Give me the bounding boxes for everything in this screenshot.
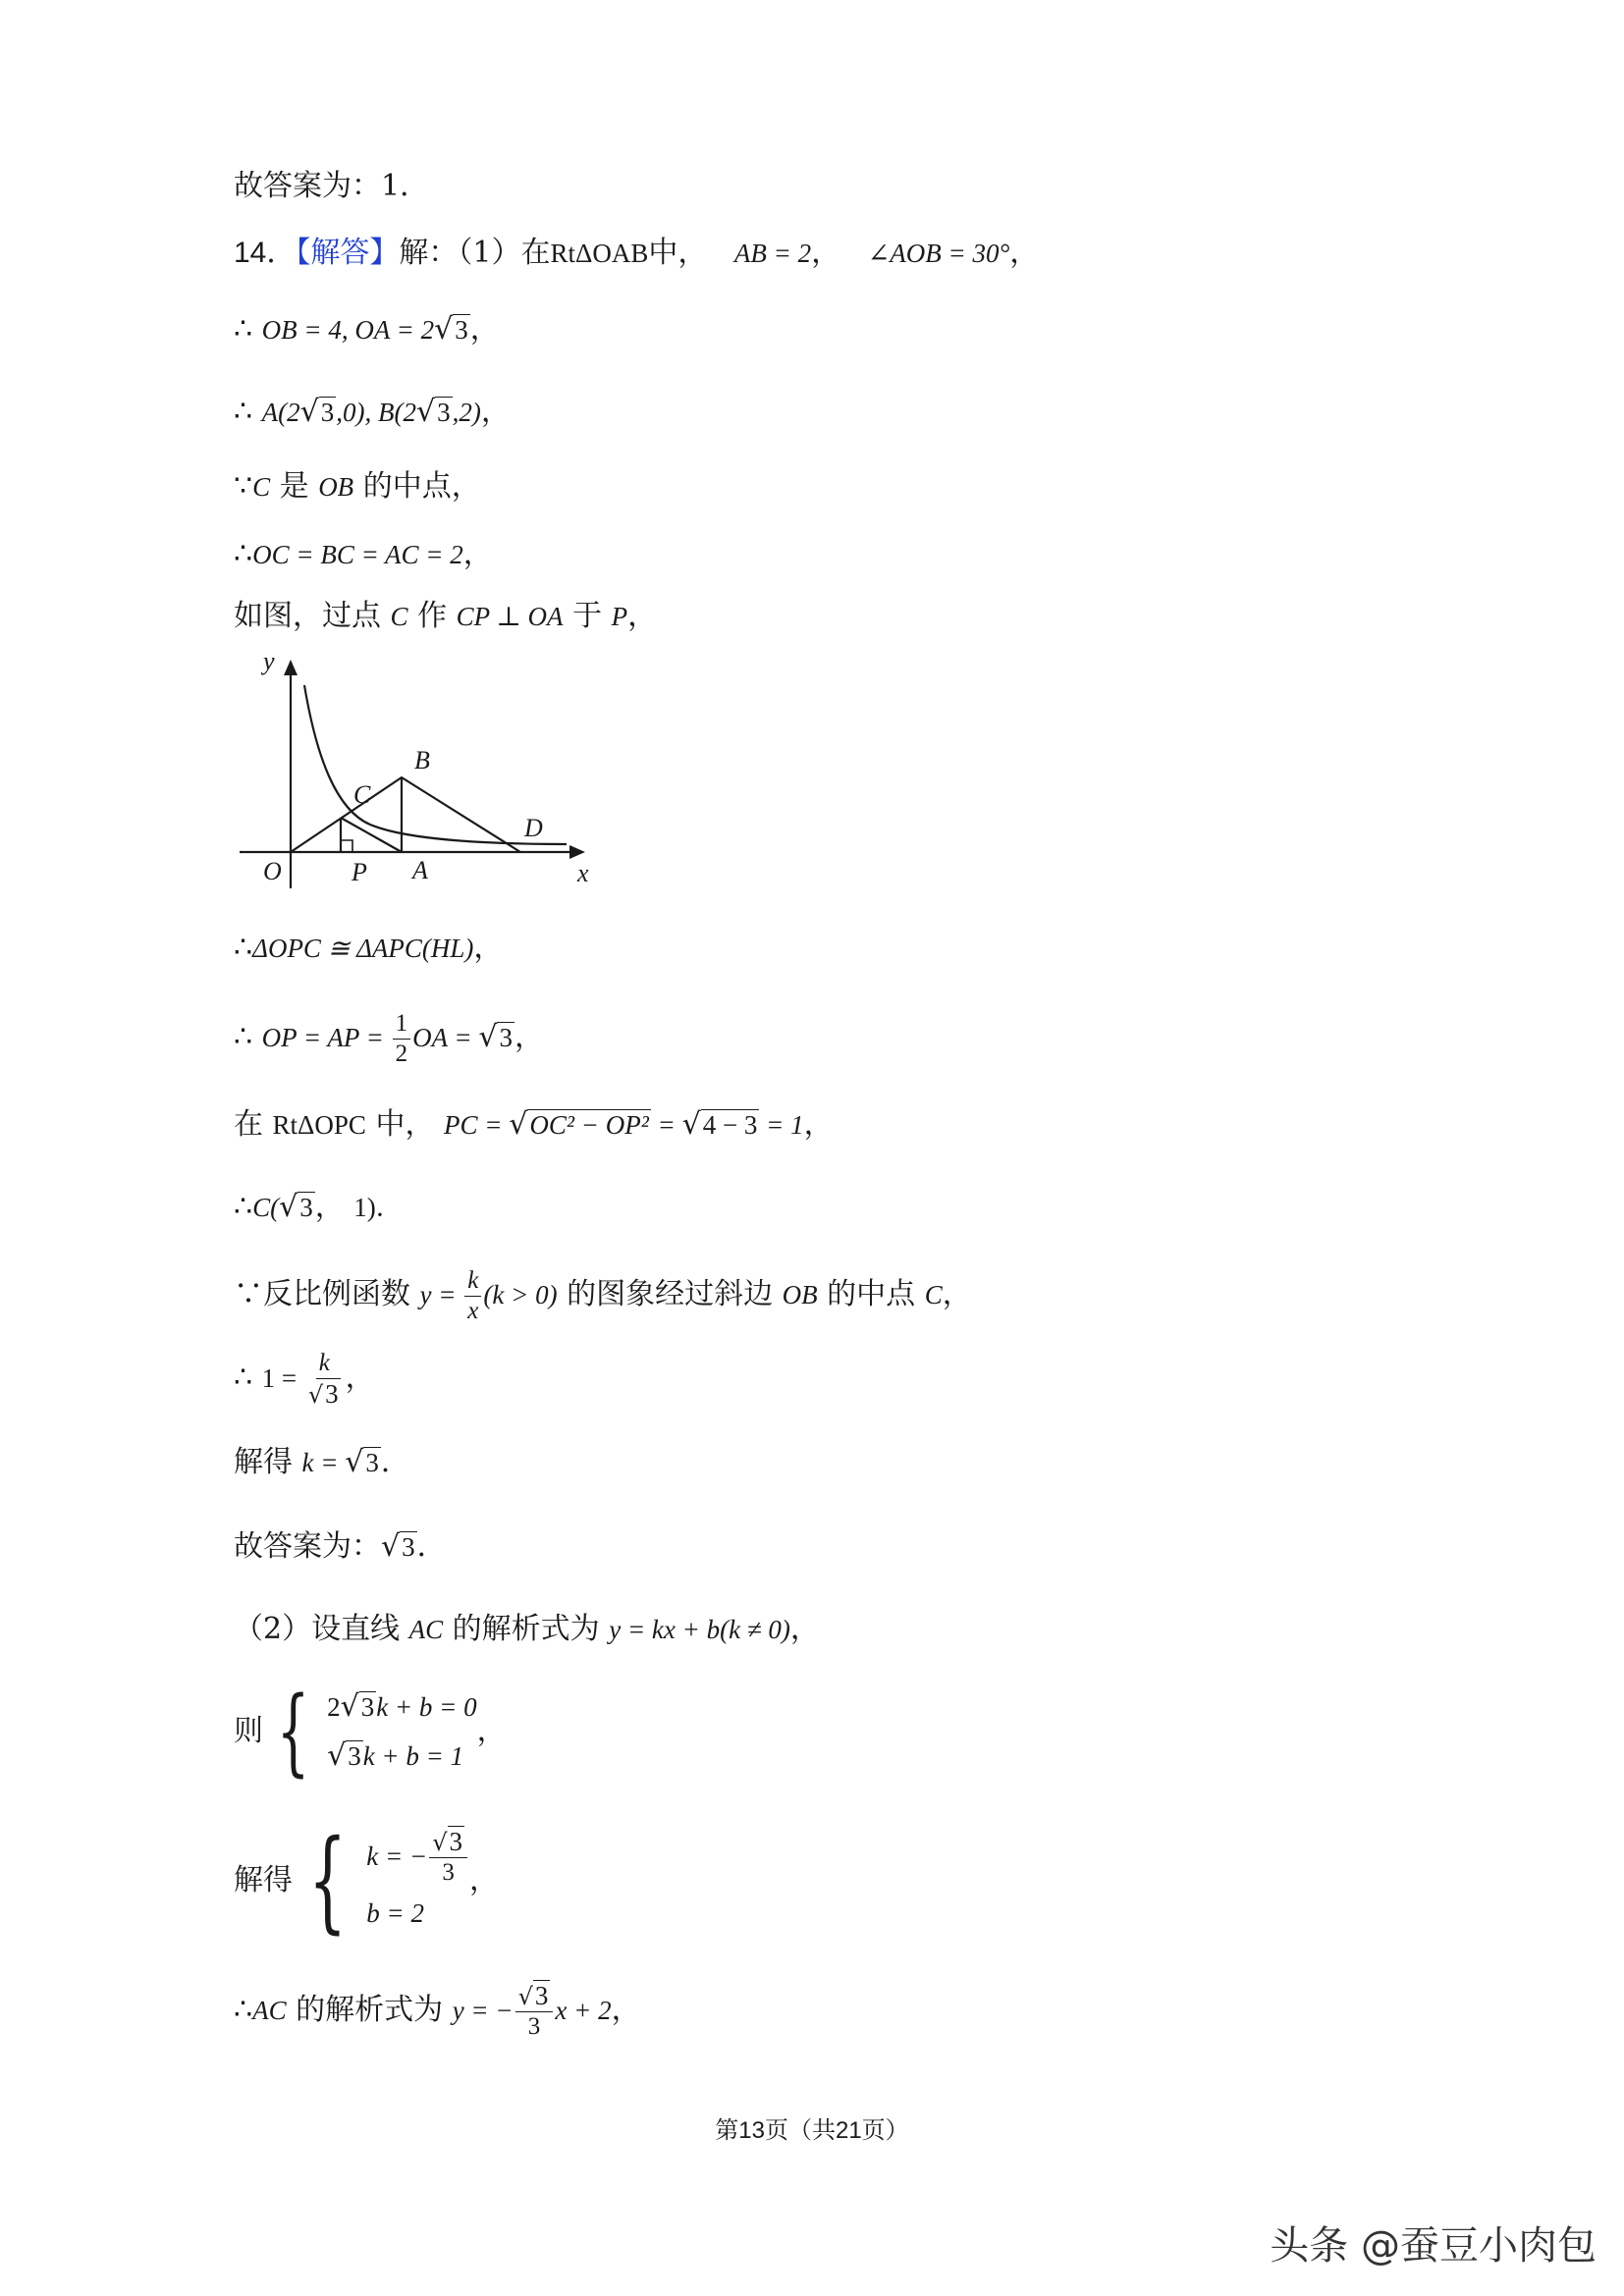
- step-solve-k: 解得 k = √3．: [234, 1445, 410, 1479]
- step-ob-oa: ∴ OB = 4, OA = 2√3，: [234, 312, 500, 347]
- page-footer: 第13页（共21页）: [715, 2117, 909, 2144]
- step-op-ap: ∴ OP = AP = $\frac{1}{2}$ OA = √3，: [234, 1009, 544, 1067]
- step-construct-cp: 如图，过点 C 作 CP ⊥ OA 于 P，: [234, 599, 658, 633]
- y-arrow: [284, 660, 298, 675]
- step-ac-expression: ∴AC 的解析式为 y = − $\frac{√3}{3}$ x + 2，: [234, 1981, 641, 2040]
- label-x: x: [577, 859, 589, 887]
- label-p: P: [352, 858, 367, 886]
- step-midpoint: ∵C 是 OB 的中点，: [234, 469, 481, 504]
- step-equation-k: ∴ 1 = $\frac{k}{√3}$ ，: [234, 1350, 375, 1409]
- step-pc: 在 RtΔOPC 中， PC = √OC² − OP² = √4 − 3 = 1，: [234, 1107, 834, 1142]
- part-2-setup: （2）设直线 AC 的解析式为 y = kx + b(k ≠ 0)，: [234, 1612, 820, 1646]
- triangle-oba: [291, 777, 520, 852]
- step-equal-segments: ∴OC = BC = AC = 2，: [234, 537, 493, 571]
- label-o: O: [263, 857, 282, 885]
- equation-system-1: 则 { 2√3k + b = 0 √3k + b = 1 ，: [234, 1677, 507, 1787]
- label-y: y: [263, 648, 275, 675]
- answer-line-1: 故答案为：1．: [234, 169, 430, 203]
- coordinate-figure: [228, 648, 601, 893]
- label-d: D: [524, 814, 543, 842]
- step-inverse-function: ∵反比例函数 y = $\frac{k}{x}$ (k > 0) 的图象经过斜边 OB 的中点 C，: [234, 1266, 972, 1324]
- label-b: B: [414, 746, 430, 774]
- segment-c-a: [341, 818, 402, 852]
- answer-line-2: 故答案为：√3．: [234, 1529, 447, 1564]
- label-a: A: [412, 856, 428, 884]
- label-c: C: [353, 780, 371, 809]
- watermark: 头条 @蚕豆小肉包: [1270, 2223, 1597, 2269]
- step-point-c: ∴C(√3， 1)．: [234, 1190, 403, 1224]
- step-congruent: ∴ΔOPC ≅ ΔAPC(HL)，: [234, 931, 504, 965]
- step-coordinates-a-b: ∴ A(2√3,0), B(2√3,2)，: [234, 395, 511, 429]
- right-angle-mark: [341, 840, 352, 852]
- x-arrow: [569, 845, 585, 859]
- question-14-heading: 14．【解答】解：（1）在RtΔOAB中， AB = 2， ∠AOB = 30°，: [234, 236, 1040, 270]
- equation-system-2: 解得 { k = − $\frac{√3}{3}$ b = 2 ，: [234, 1817, 499, 1945]
- solution-tag: 【解答】: [296, 236, 400, 270]
